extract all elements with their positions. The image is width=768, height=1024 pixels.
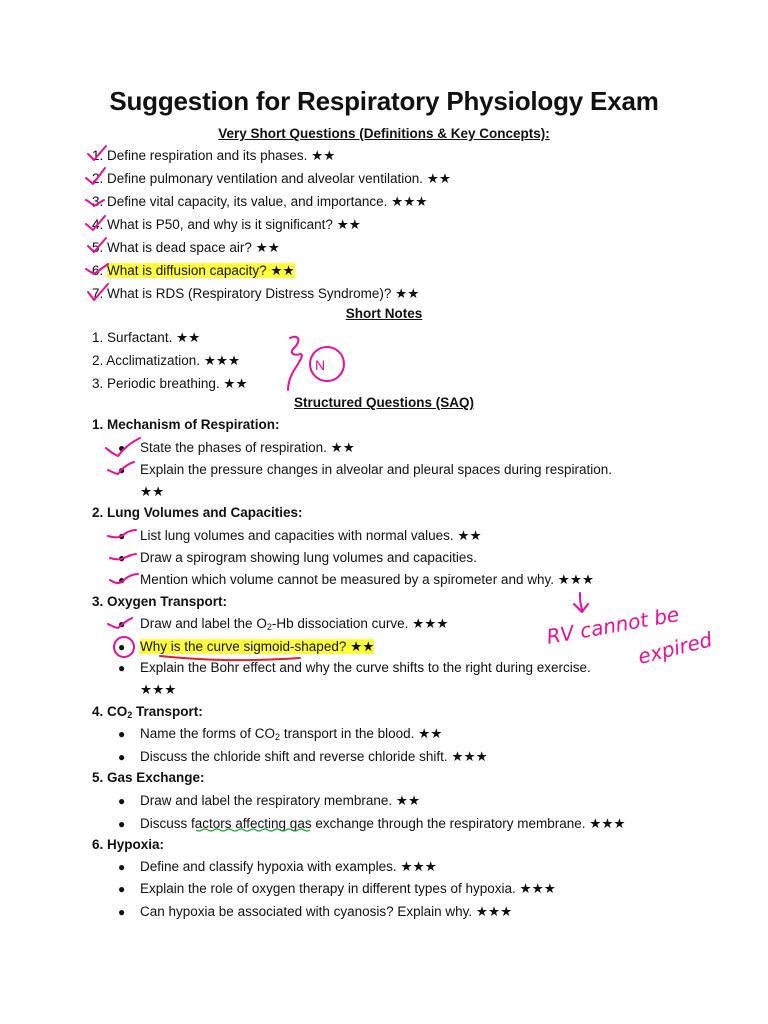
- circled-letter: N: [314, 357, 326, 373]
- bullet-item: ● Mention which volume cannot be measured by a spirometer and why. ★★★: [118, 572, 595, 587]
- page-title: Suggestion for Respiratory Physiology Exam: [109, 86, 659, 116]
- list-item: 2. Define pulmonary ventilation and alveolar ventilation. ★★: [92, 171, 451, 186]
- bullet-item: ● Explain the pressure changes in alveolar and pleural spaces during respiration.: [118, 462, 613, 477]
- section-heading-short-notes: Short Notes: [345, 306, 423, 321]
- list-item: 2. Acclimatization. ★★★: [92, 353, 241, 368]
- subsection-title: 2. Lung Volumes and Capacities:: [92, 505, 303, 520]
- list-item: 4. What is P50, and why is it significant? ★★: [92, 217, 361, 232]
- list-item: 1. Define respiration and its phases. ★★: [92, 148, 336, 163]
- subsection-title: 1. Mechanism of Respiration:: [92, 417, 280, 432]
- bullet-item: ● Draw and label the respiratory membrane. ★★: [118, 793, 421, 808]
- bullet-item: ● Discuss factors affecting gas exchange through the respiratory membrane. ★★★: [118, 816, 626, 831]
- bracket-mark: [288, 337, 302, 390]
- handwritten-note-line1: RV cannot be: [544, 602, 681, 649]
- bullet-item: ● State the phases of respiration. ★★: [118, 440, 355, 455]
- bullet-item: ● Explain the role of oxygen therapy in different types of hypoxia. ★★★: [118, 881, 556, 896]
- bullet-item: ● Draw and label the $O_2-Hb$ dissociation curve. ★★★: [118, 616, 449, 632]
- bullet-item-highlighted: ● Why is the curve sigmoid-shaped? ★★: [118, 639, 375, 654]
- bullet-item: ● Explain the Bohr effect and why the curve shifts to the right during exercise.: [118, 660, 591, 675]
- bullet-item: ● Name the forms of $CO_2$ transport in the blood. ★★: [118, 726, 443, 742]
- subsection-title: 6. Hypoxia:: [92, 837, 165, 852]
- section-heading-saq: Structured Questions (SAQ): [293, 395, 474, 410]
- list-item: 1. Surfactant. ★★: [92, 330, 201, 345]
- subsection-title: 5. Gas Exchange:: [92, 770, 205, 785]
- handwritten-note-line2: expired: [635, 627, 715, 669]
- bullet-item: ● Define and classify hypoxia with examples. ★★★: [118, 859, 437, 874]
- bullet-item-continuation: ★★: [140, 484, 165, 499]
- arrow-down-icon: [574, 593, 588, 612]
- list-item: 3. Periodic breathing. ★★: [92, 376, 248, 391]
- list-item: 3. Define vital capacity, its value, and importance. ★★★: [92, 194, 428, 209]
- bullet-item: ● List lung volumes and capacities with normal values. ★★: [118, 528, 482, 543]
- bullet-item: ● Discuss the chloride shift and reverse chloride shift. ★★★: [118, 749, 488, 764]
- section-heading-very-short: Very Short Questions (Definitions & Key Concepts):: [218, 126, 550, 141]
- bullet-item-continuation: ★★★: [140, 682, 177, 697]
- circled-n-icon: [310, 347, 344, 381]
- subsection-title: 4. $CO_2$ Transport:: [92, 704, 203, 720]
- subsection-title: 3. Oxygen Transport:: [92, 594, 228, 609]
- bullet-item: ● Can hypoxia be associated with cyanosis? Explain why. ★★★: [118, 904, 513, 919]
- bullet-item: ● Draw a spirogram showing lung volumes and capacities.: [118, 550, 477, 565]
- list-item: 5. What is dead space air? ★★: [92, 240, 280, 255]
- list-item: 7. What is RDS (Respiratory Distress Syndrome)? ★★: [92, 286, 420, 301]
- list-item-highlighted: 6. What is diffusion capacity? ★★: [92, 263, 295, 278]
